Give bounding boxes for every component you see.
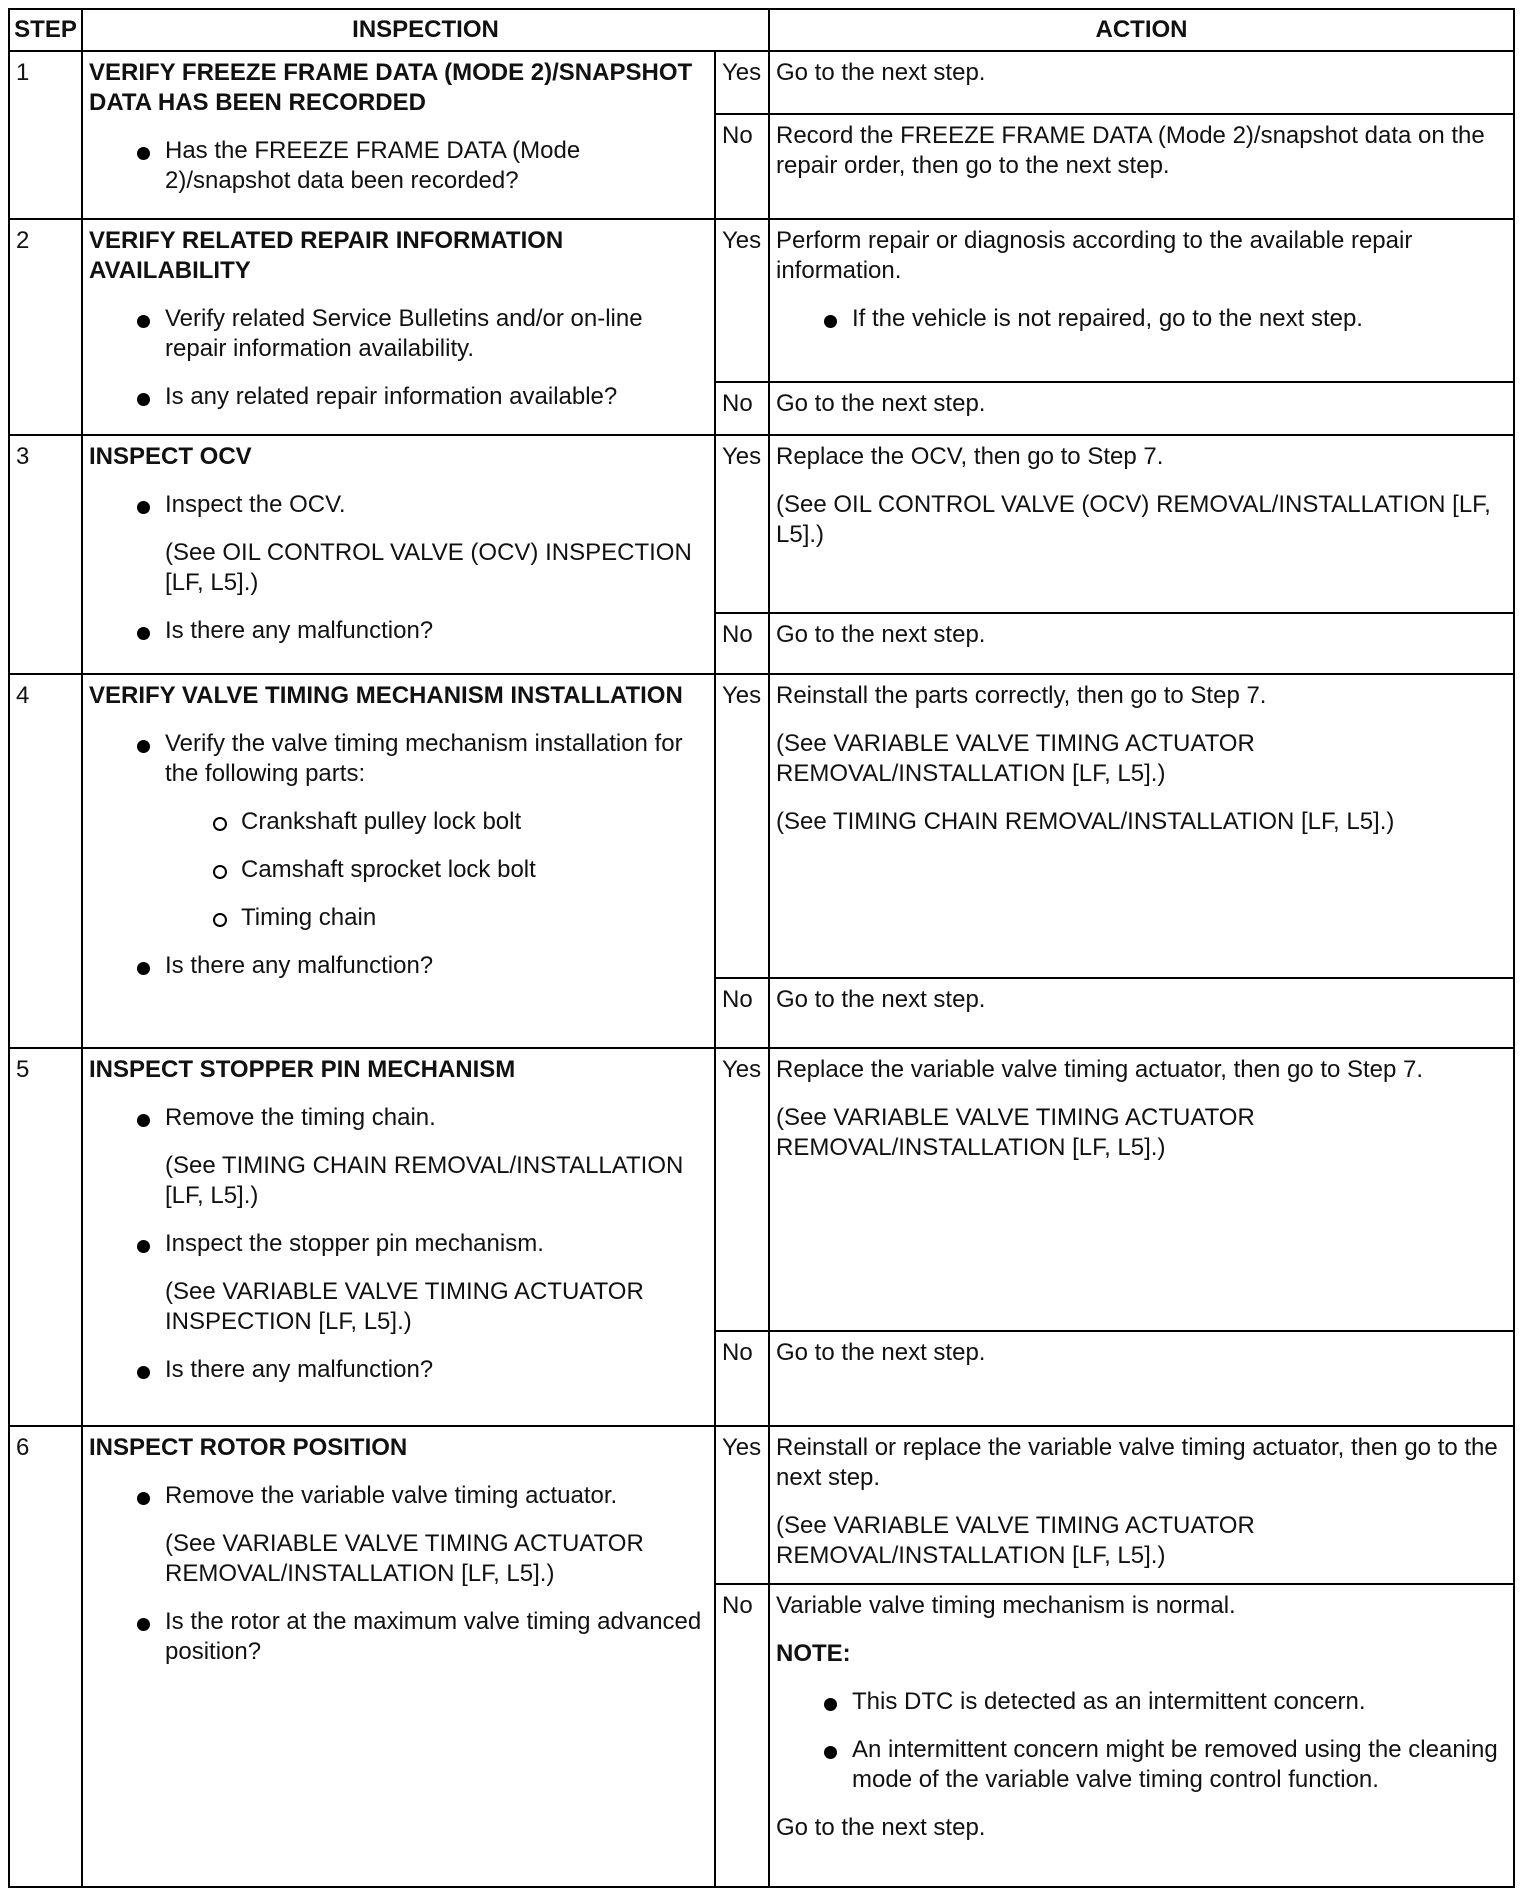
inspection-item: Has the FREEZE FRAME DATA (Mode 2)/snapshot data been recorded? bbox=[89, 136, 708, 196]
inspection-list bbox=[89, 136, 708, 196]
inspection-title: VERIFY VALVE TIMING MECHANISM INSTALLATION bbox=[89, 682, 683, 709]
inspection-item: Inspect the stopper pin mechanism. bbox=[89, 1229, 708, 1259]
header-inspection: INSPECTION bbox=[82, 9, 769, 51]
no-action-cell bbox=[769, 114, 1514, 219]
inspection-list bbox=[89, 1607, 708, 1667]
no-action-cell bbox=[769, 613, 1514, 674]
yes-label: Yes bbox=[715, 1048, 769, 1331]
yes-action-cell bbox=[769, 1426, 1514, 1584]
step-number: 4 bbox=[9, 674, 82, 1048]
step-number: 2 bbox=[9, 219, 82, 435]
inspection-list bbox=[89, 616, 708, 646]
no-action-cell bbox=[769, 978, 1514, 1048]
no-label: No bbox=[715, 114, 769, 219]
inspection-list bbox=[89, 729, 708, 981]
table-row bbox=[9, 219, 1514, 382]
no-action-cell bbox=[769, 1331, 1514, 1426]
inspection-item: Is there any malfunction? bbox=[89, 1355, 708, 1385]
yes-label: Yes bbox=[715, 674, 769, 978]
inspection-cell bbox=[82, 51, 715, 219]
action-text: Variable valve timing mechanism is normal. bbox=[776, 1592, 1236, 1619]
inspection-title: INSPECT STOPPER PIN MECHANISM bbox=[89, 1056, 516, 1083]
no-label: No bbox=[715, 1584, 769, 1887]
action-text: Replace the OCV, then go to Step 7. bbox=[776, 443, 1164, 470]
yes-label: Yes bbox=[715, 1426, 769, 1584]
table-row bbox=[9, 674, 1514, 978]
inspection-title: VERIFY RELATED REPAIR INFORMATION AVAILABILITY bbox=[89, 227, 564, 284]
inspection-cell bbox=[82, 1048, 715, 1426]
inspection-list bbox=[89, 304, 708, 412]
action-text: Go to the next step. bbox=[776, 986, 986, 1013]
inspection-item: Is there any malfunction? bbox=[89, 616, 708, 646]
inspection-cell bbox=[82, 674, 715, 1048]
part-item: Crankshaft pulley lock bolt bbox=[89, 807, 708, 837]
no-action-cell bbox=[769, 1584, 1514, 1887]
no-action-cell bbox=[769, 382, 1514, 435]
inspection-cell bbox=[82, 1426, 715, 1887]
inspection-list bbox=[89, 1103, 708, 1133]
inspection-item: Is there any malfunction? bbox=[89, 951, 708, 981]
action-text: Go to the next step. bbox=[776, 1339, 986, 1366]
inspection-item: Remove the variable valve timing actuator. bbox=[89, 1481, 708, 1511]
note-bullet: This DTC is detected as an intermittent concern. bbox=[776, 1687, 1507, 1717]
table-row bbox=[9, 51, 1514, 114]
yes-action-cell bbox=[769, 674, 1514, 978]
action-text: Go to the next step. bbox=[776, 59, 986, 86]
yes-action-cell bbox=[769, 219, 1514, 382]
yes-label: Yes bbox=[715, 219, 769, 382]
step-number: 3 bbox=[9, 435, 82, 674]
action-text: Go to the next step. bbox=[776, 1814, 986, 1841]
note-label: NOTE: bbox=[776, 1640, 851, 1667]
diagnostic-procedure-table bbox=[8, 8, 1515, 1888]
table-row bbox=[9, 1048, 1514, 1331]
inspection-item: Remove the timing chain. bbox=[89, 1103, 708, 1133]
part-item: Camshaft sprocket lock bolt bbox=[89, 855, 708, 885]
no-label: No bbox=[715, 1331, 769, 1426]
step-number: 5 bbox=[9, 1048, 82, 1426]
inspection-cell bbox=[82, 435, 715, 674]
action-text: Reinstall or replace the variable valve timing actuator, then go to the next step. bbox=[776, 1434, 1498, 1491]
action-reference: (See VARIABLE VALVE TIMING ACTUATOR REMOVAL/INSTALLATION [LF, L5].) bbox=[776, 1512, 1255, 1569]
no-label: No bbox=[715, 978, 769, 1048]
inspection-reference: (See VARIABLE VALVE TIMING ACTUATOR INSPECTION [LF, L5].) bbox=[165, 1278, 644, 1335]
no-label: No bbox=[715, 382, 769, 435]
action-text: Go to the next step. bbox=[776, 390, 986, 418]
inspection-reference: (See OIL CONTROL VALVE (OCV) INSPECTION [LF, L5].) bbox=[165, 539, 692, 596]
inspection-item: Verify the valve timing mechanism installation for the following parts: bbox=[89, 729, 708, 789]
inspection-list bbox=[89, 490, 708, 520]
inspection-item: Verify related Service Bulletins and/or on-line repair information availability. bbox=[89, 304, 708, 364]
action-bullet: If the vehicle is not repaired, go to the next step. bbox=[776, 304, 1507, 334]
yes-label: Yes bbox=[715, 435, 769, 613]
inspection-title: INSPECT OCV bbox=[89, 443, 252, 470]
inspection-cell bbox=[82, 219, 715, 435]
no-label: No bbox=[715, 613, 769, 674]
inspection-list bbox=[89, 1355, 708, 1385]
yes-action-cell bbox=[769, 435, 1514, 613]
yes-action-cell bbox=[769, 1048, 1514, 1331]
inspection-reference: (See VARIABLE VALVE TIMING ACTUATOR REMOVAL/INSTALLATION [LF, L5].) bbox=[165, 1530, 644, 1587]
yes-action-cell bbox=[769, 51, 1514, 114]
inspection-list bbox=[89, 1229, 708, 1259]
inspection-list bbox=[89, 1481, 708, 1511]
inspection-title: INSPECT ROTOR POSITION bbox=[89, 1434, 408, 1461]
inspection-reference: (See TIMING CHAIN REMOVAL/INSTALLATION [LF, L5].) bbox=[165, 1152, 684, 1209]
header-step: STEP bbox=[9, 9, 82, 51]
action-text: Perform repair or diagnosis according to the available repair information. bbox=[776, 227, 1413, 284]
yes-label: Yes bbox=[715, 51, 769, 114]
inspection-item: Inspect the OCV. bbox=[89, 490, 708, 520]
action-reference: (See OIL CONTROL VALVE (OCV) REMOVAL/INSTALLATION [LF, L5].) bbox=[776, 491, 1491, 548]
inspection-item: Is the rotor at the maximum valve timing advanced position? bbox=[89, 1607, 708, 1667]
action-text: Reinstall the parts correctly, then go to Step 7. bbox=[776, 682, 1267, 709]
header-row bbox=[9, 9, 1514, 51]
action-text: Go to the next step. bbox=[776, 621, 986, 648]
inspection-item: Is any related repair information available? bbox=[89, 382, 708, 412]
step-number: 1 bbox=[9, 51, 82, 219]
part-item: Timing chain bbox=[89, 903, 708, 933]
table-row bbox=[9, 435, 1514, 613]
step-number: 6 bbox=[9, 1426, 82, 1887]
action-reference: (See VARIABLE VALVE TIMING ACTUATOR REMOVAL/INSTALLATION [LF, L5].) bbox=[776, 730, 1255, 787]
action-text: Record the FREEZE FRAME DATA (Mode 2)/snapshot data on the repair order, then go to the next step. bbox=[776, 121, 1485, 179]
header-action: ACTION bbox=[769, 9, 1514, 51]
inspection-title: VERIFY FREEZE FRAME DATA (MODE 2)/SNAPSHOT DATA HAS BEEN RECORDED bbox=[89, 59, 693, 116]
action-text: Replace the variable valve timing actuator, then go to Step 7. bbox=[776, 1056, 1424, 1083]
table-row bbox=[9, 1426, 1514, 1584]
action-reference: (See TIMING CHAIN REMOVAL/INSTALLATION [LF, L5].) bbox=[776, 808, 1395, 835]
note-bullet: An intermittent concern might be removed using the cleaning mode of the variable valve timing control function. bbox=[776, 1735, 1507, 1795]
action-reference: (See VARIABLE VALVE TIMING ACTUATOR REMOVAL/INSTALLATION [LF, L5].) bbox=[776, 1104, 1255, 1161]
